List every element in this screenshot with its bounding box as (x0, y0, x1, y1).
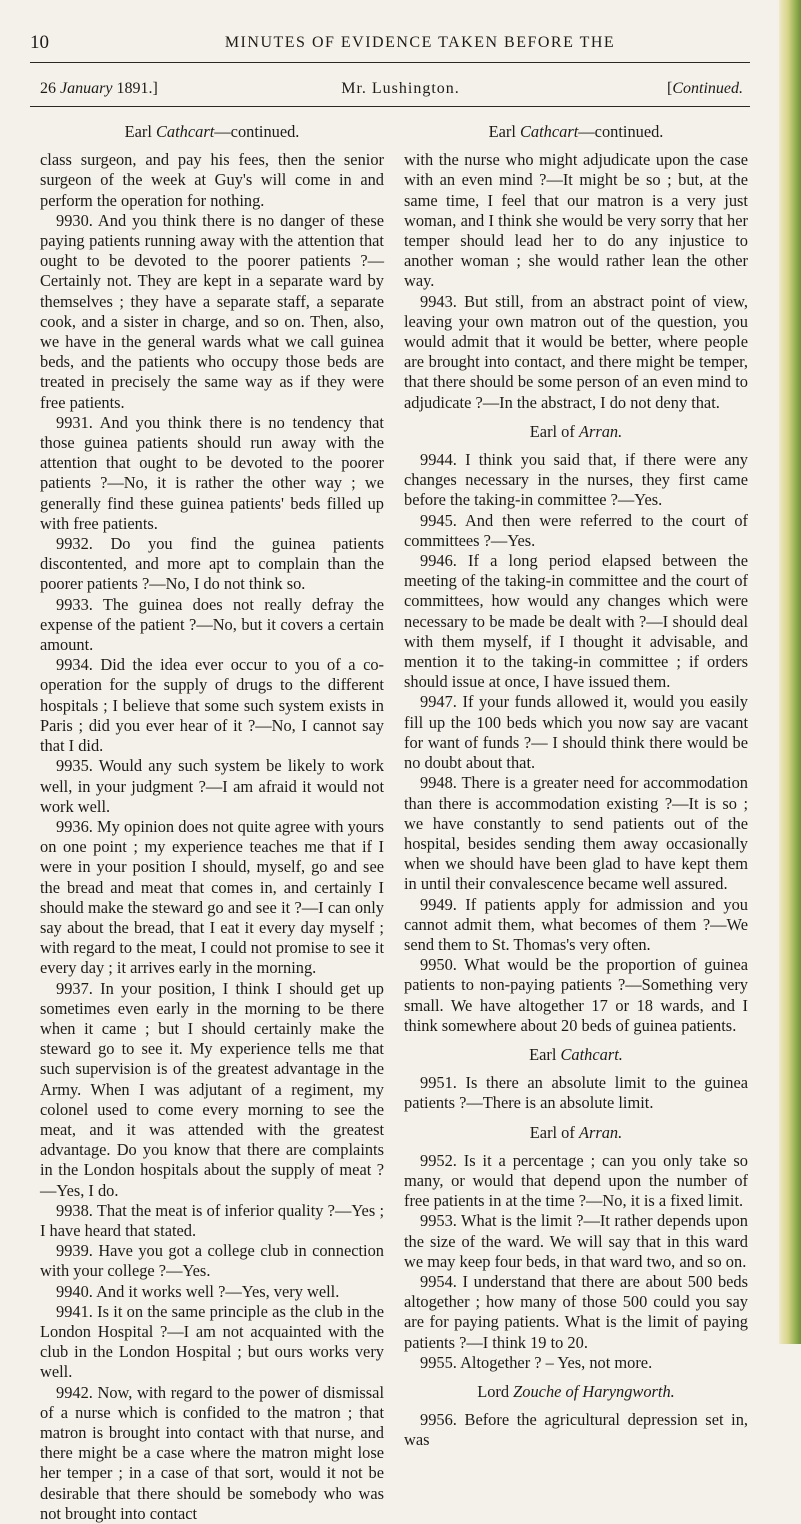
paragraph: 9930. And you think there is no danger of these paying patients running away with the attention that ought to be devoted to the poorer patients ?—Certainly not. They are kept in a separate ward by themselves ; they have a separate staff, a separate cook, and a sister in charge, and so on. Then, also, we have in the general wards what we call guinea beds, and the patients who occupy those beds are treated in precisely the same way as if they were free patients. (40, 210, 384, 412)
paragraph: 9943. But still, from an abstract point of view, leaving your own matron out of the question, you would admit that it would be better, where people are brought into contact, and there might be temper, that there should be some person of an even mind to adjudicate ?—In the abstract, I do not deny that. (404, 291, 748, 412)
left-column (40, 120, 384, 1524)
paragraph: 9953. What is the limit ?—It rather depends upon the size of the ward. We will say that in this ward we may keep four beds, in that ward two, and so on. (404, 1211, 748, 1271)
paragraph: 9936. My opinion does not quite agree with yours on one point ; my experience teaches me that if I were in your position I should, myself, go and see the bread and meat that comes in, and certainly I should make the steward go and see it ?—I can only say about the bread, that I eat it every day myself ; with regard to the meat, I could not promise to see it every day ; it arrives early in the morning. (40, 816, 384, 978)
speaker-heading: Earl of Arran. (529, 421, 623, 441)
paragraph: 9940. And it works well ?—Yes, very well. (56, 1281, 340, 1301)
header-rule (30, 62, 750, 63)
paragraph: 9947. If your funds allowed it, would you easily fill up the 100 beds which you now say are vacant for want of funds ?— I should think there would be no doubt about that. (404, 692, 748, 773)
speaker-heading: Earl of Arran. (529, 1122, 623, 1142)
paragraph: 9941. Is it on the same principle as the club in the London Hospital ?—I am not acquainted with the club in the London Hospital ; but ours works very well. (40, 1301, 384, 1382)
paragraph: class surgeon, and pay his fees, then the senior surgeon of the week at Guy's will come in and perform the operation for nothing. (40, 150, 384, 210)
paragraph: 9948. There is a greater need for accommodation than there is accommodation existing ?—It is so ; we have constantly to send patients out of the hospital, besides sending them away occasionally when we should have been glad to have kept them in until their convalescence became well assured. (404, 773, 748, 894)
paragraph: 9933. The guinea does not really defray the expense of the patient ?—No, but it covers a certain amount. (40, 594, 384, 655)
paragraph: with the nurse who might adjudicate upon the case with an even mind ?—It might be so ; but, at the same time, I feel that our matron is a very just woman, and I think she would be very sorry that her temper should lead her to do any injustice to another woman ; she would rather lean the other way. (404, 150, 748, 291)
paragraph: 9952. Is it a percentage ; can you only take so many, or would that depend upon the number of free patients in at the time ?—No, it is a fixed limit. (404, 1150, 748, 1211)
paragraph: 9944. I think you said that, if there were any changes necessary in the nurses, they first came before the taking-in committee ?—Yes. (404, 450, 748, 510)
paragraph: 9939. Have you got a college club in connection with your college ?—Yes. (40, 1241, 384, 1281)
subheader-rule (30, 106, 750, 107)
paragraph: 9942. Now, with regard to the power of dismissal of a nurse which is confided to the matron ; that matron is brought into contact with that nurse, and there might be a case where the matron might lose her temper ; in a case of that sort, would it not be desirable that there should be somebody who was not brought into contact (40, 1382, 384, 1523)
paragraph: 9949. If patients apply for admission and you cannot admit them, what becomes of them ?—We send them to St. Thomas's very often. (404, 894, 748, 954)
paragraph: 9938. That the meat is of inferior quality ?—Yes ; I have heard that stated. (40, 1200, 384, 1240)
paragraph: 9951. Is there an absolute limit to the guinea patients ?—There is an absolute limit. (404, 1073, 748, 1113)
paragraph: 9946. If a long period elapsed between the meeting of the taking-in committee and the court of committees, how would any changes which were necessary to be made be dealt with ?—I should deal with them myself, if I thought it advisable, and mention it to the taking-in committee ; if orders should issue at once, I have issued them. (404, 551, 748, 692)
running-title: MINUTES OF EVIDENCE TAKEN BEFORE THE (224, 34, 616, 51)
session-date: 26 January 1891.] (40, 80, 158, 97)
paragraph: 9955. Altogether ? – Yes, not more. (420, 1352, 653, 1372)
speaker-heading: Earl Cathcart—continued. (124, 122, 300, 141)
speaker-heading: Earl Cathcart. (529, 1044, 623, 1064)
witness-name: Mr. Lushington. (341, 80, 460, 97)
page-edge-shadow (779, 0, 801, 1344)
paragraph: 9950. What would be the proportion of guinea patients to non-paying patients ?—Something very small. We have altogether 17 or 18 wards, and I think somewhere about 20 beds of guinea patients. (404, 955, 748, 1035)
paragraph: 9935. Would any such system be likely to work well, in your judgment ?—I am afraid it would not work well. (40, 756, 384, 816)
speaker-heading: Earl Cathcart—continued. (488, 122, 664, 141)
paragraph: 9934. Did the idea ever occur to you of a co-operation for the supply of drugs to the different hospitals ; I believe that some such system exists in Paris ; did you ever hear of it ?—No, I cannot say that I did. (40, 655, 384, 756)
paragraph: 9937. In your position, I think I should get up sometimes even early in the morning to be there when it came ; but I should certainly make the steward go to see it. My experience tells me that such supervision is of the greatest advantage in the Army. When I was adjutant of a regiment, my colonel used to come every morning to see the meat, and it was attended with the greatest advantage. Do you know that there are complaints in the London hospitals about the supply of meat ?—Yes, I do. (40, 978, 384, 1200)
paragraph: 9945. And then were referred to the court of committees ?—Yes. (404, 510, 748, 550)
paragraph: 9954. I understand that there are about 500 beds altogether ; how many of those 500 could you say are for paying patients. What is the limit of paying patients ?—I think 19 to 20. (404, 1271, 748, 1352)
page-number: 10 (30, 32, 49, 53)
running-header (30, 30, 750, 56)
right-column (404, 120, 748, 1451)
speaker-heading: Lord Zouche of Haryngworth. (477, 1381, 675, 1401)
paragraph: 9931. And you think there is no tendency that those guinea patients should run away with the attention that ought to be devoted to the poorer patients ?—No, it is rather the other way ; we generally find these guinea patients' beds filled up with free patients. (40, 412, 384, 533)
paragraph: 9956. Before the agricultural depression set in, was (404, 1410, 748, 1450)
paragraph: 9932. Do you find the guinea patients discontented, and more apt to complain than the poorer patients ?—No, I do not think so. (40, 534, 384, 594)
continued-label: [Continued. (667, 80, 743, 97)
